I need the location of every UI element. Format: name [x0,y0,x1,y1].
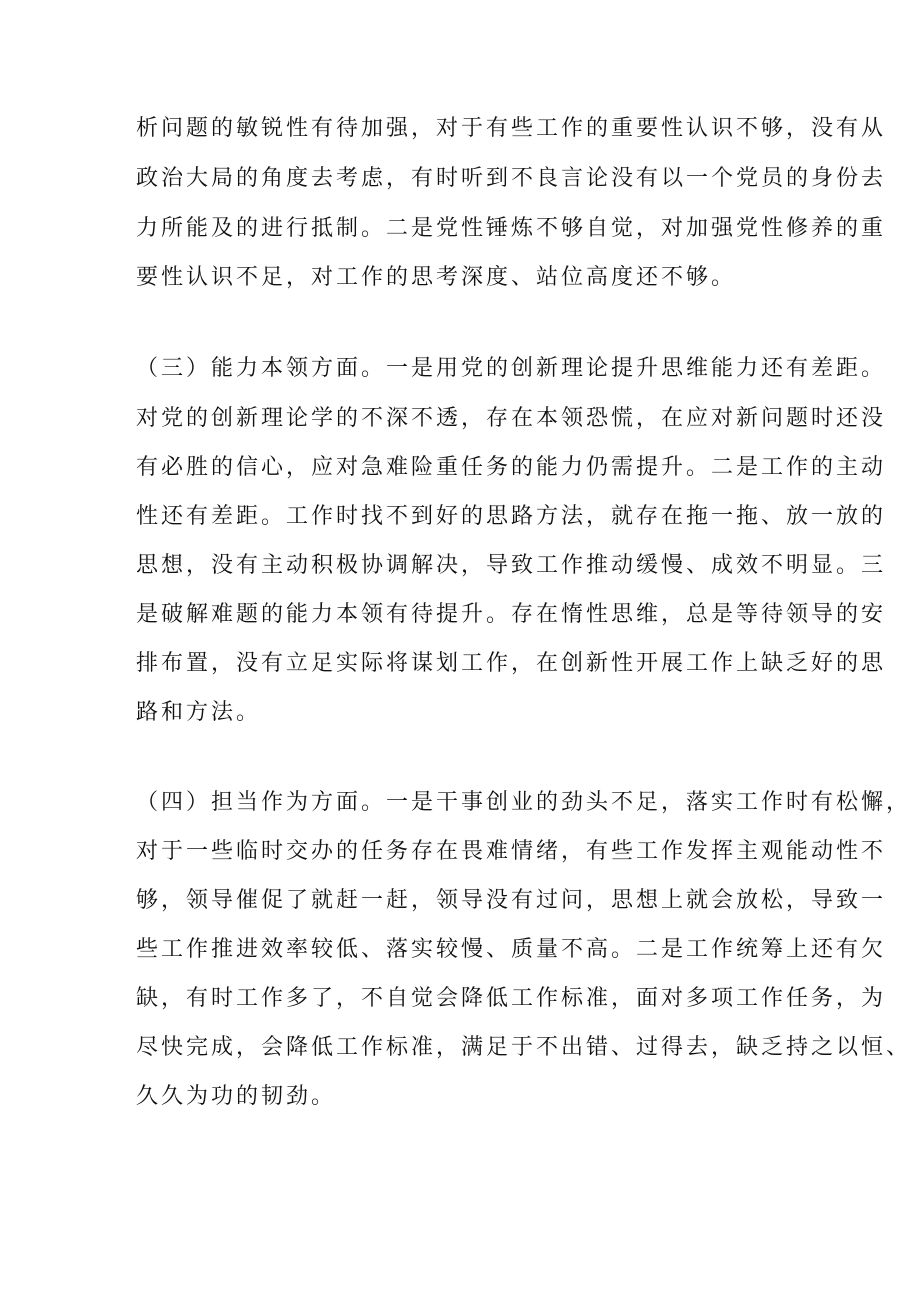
paragraph-line: 力所能及的进行抵制。二是党性锤炼不够自觉，对加强党性修养的重 [136,216,887,241]
paragraph-line: 析问题的敏锐性有待加强，对于有些工作的重要性认识不够，没有从 [136,116,887,141]
paragraph-line: 性还有差距。工作时找不到好的思路方法，就存在拖一拖、放一放的 [136,504,887,529]
paragraph-line: 缺，有时工作多了，不自觉会降低工作标准，面对多项工作任务，为 [136,986,887,1011]
paragraph-line: 尽快完成，会降低工作标准，满足于不出错、过得去，缺乏持之以恒、 [136,1035,912,1060]
paragraph-line: 排布置，没有立足实际将谋划工作，在创新性开展工作上缺乏好的思 [136,651,887,676]
paragraph-line: （四）担当作为方面。一是干事创业的劲头不足，落实工作时有松懈， [136,790,912,815]
paragraph-line: 对党的创新理论学的不深不透，存在本领恐慌，在应对新问题时还没 [136,406,887,431]
paragraph-line: 对于一些临时交办的任务存在畏难情绪，有些工作发挥主观能动性不 [136,839,887,864]
paragraph-line: 是破解难题的能力本领有待提升。存在惰性思维，总是等待领导的安 [136,602,887,627]
paragraph-line: （三）能力本领方面。一是用党的创新理论提升思维能力还有差距。 [136,356,887,381]
paragraph-line: 有必胜的信心，应对急难险重任务的能力仍需提升。二是工作的主动 [136,455,887,480]
paragraph-line: 要性认识不足，对工作的思考深度、站位高度还不够。 [136,265,737,290]
paragraph-line: 久久为功的韧劲。 [136,1084,337,1109]
paragraph-line: 政治大局的角度去考虑，有时听到不良言论没有以一个党员的身份去 [136,166,887,191]
paragraph-line: 些工作推进效率较低、落实较慢、质量不高。二是工作统筹上还有欠 [136,937,887,962]
paragraph-line: 够，领导催促了就赶一赶，领导没有过问，思想上就会放松，导致一 [136,888,887,913]
paragraph-line: 思想，没有主动积极协调解决，导致工作推动缓慢、成效不明显。三 [136,553,887,578]
paragraph-line: 路和方法。 [136,700,262,725]
